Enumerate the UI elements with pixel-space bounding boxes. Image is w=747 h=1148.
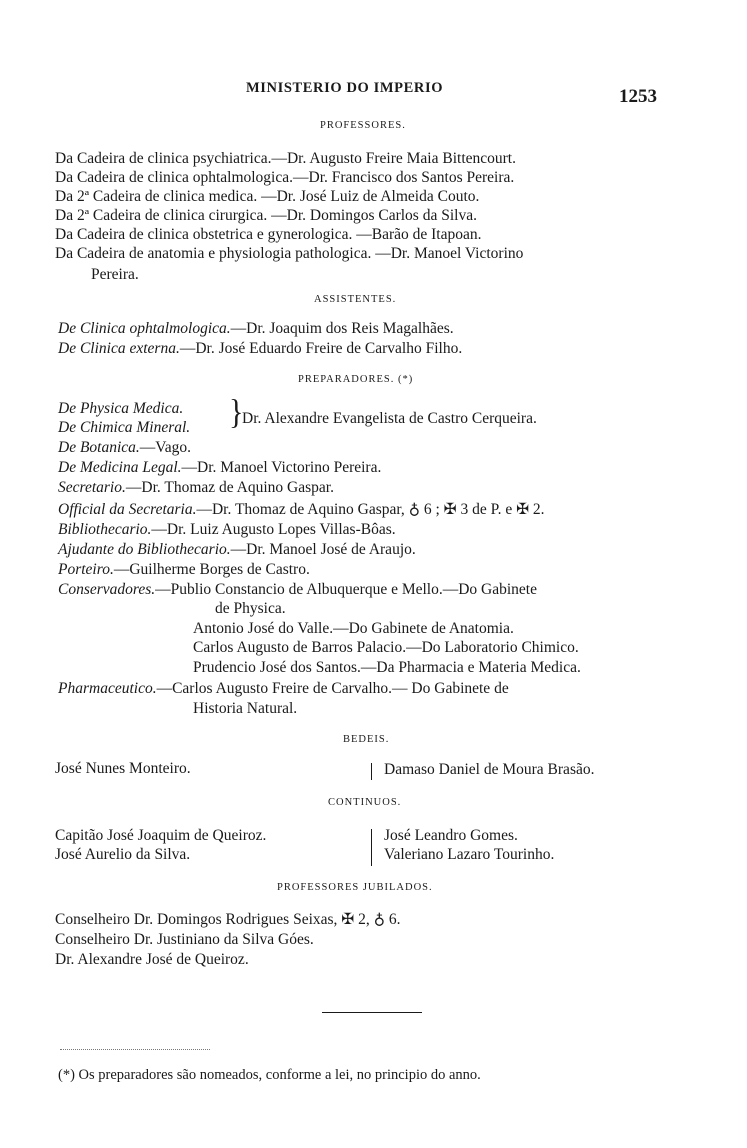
professor-line: Da Cadeira de clinica ophtalmologica.—Dr. Francisco dos Santos Pereira. — [55, 169, 515, 186]
preparador-name: —Vago. — [139, 439, 192, 456]
page-header-title: MINISTERIO DO IMPERIO — [246, 80, 444, 96]
continuo-left: José Aurelio da Silva. — [55, 846, 191, 863]
staff-line: Carlos Augusto de Barros Palacio.—Do Laboratorio Chimico. — [193, 639, 579, 656]
staff-name: —Dr. Manoel José de Araujo. — [230, 541, 416, 558]
preparador-label: De Botanica. — [58, 439, 140, 456]
preparador-label-chimica: De Chimica Mineral. — [58, 419, 191, 436]
section-rule — [322, 1012, 422, 1013]
preparador-label: De Medicina Legal. — [58, 459, 182, 476]
staff-name: —Dr. Luiz Augusto Lopes Villas-Bôas. — [151, 521, 396, 538]
staff-line-cont: de Physica. — [215, 600, 286, 617]
bedel-left: José Nunes Monteiro. — [55, 760, 191, 777]
preparador-line — [58, 459, 381, 477]
staff-label: Secretario. — [58, 479, 126, 496]
assistente-line — [58, 320, 454, 338]
brace-glyph: } — [229, 393, 244, 432]
staff-line — [58, 561, 310, 579]
assistente-line — [58, 340, 462, 358]
continuo-right: Valeriano Lazaro Tourinho. — [384, 846, 555, 863]
staff-line: Antonio José do Valle.—Do Gabinete de Anatomia. — [193, 620, 514, 637]
staff-label: Ajudante do Bibliothecario. — [58, 541, 231, 558]
staff-name: —Dr. Thomaz de Aquino Gaspar, ♁ 6 ; ✠ 3 de P. e ✠ 2. — [196, 501, 545, 518]
staff-label: Bibliothecario. — [58, 521, 152, 538]
assistente-name: —Dr. José Eduardo Freire de Carvalho Filho. — [179, 340, 463, 357]
staff-name: —Guilherme Borges de Castro. — [113, 561, 310, 578]
professor-line: Da Cadeira de clinica psychiatrica.—Dr. Augusto Freire Maia Bittencourt. — [55, 150, 516, 167]
preparador-label-physica: De Physica Medica. — [58, 400, 184, 417]
preparador-name: Dr. Alexandre Evangelista de Castro Cerqueira. — [242, 410, 537, 427]
continuo-right: José Leandro Gomes. — [384, 827, 518, 844]
jubilado-line: Conselheiro Dr. Domingos Rodrigues Seixas, ✠ 2, ♁ 6. — [55, 911, 401, 928]
staff-line — [58, 500, 545, 519]
professor-line: Da 2ª Cadeira de clinica medica. —Dr. José Luiz de Almeida Couto. — [55, 188, 480, 205]
column-divider — [371, 829, 372, 866]
assistente-name: —Dr. Joaquim dos Reis Magalhães. — [230, 320, 454, 337]
jubilado-line: Conselheiro Dr. Justiniano da Silva Góes. — [55, 931, 314, 948]
page-number: 1253 — [619, 86, 657, 107]
staff-line-cont: Historia Natural. — [193, 700, 298, 717]
jubilado-line: Dr. Alexandre José de Queiroz. — [55, 951, 249, 968]
bedel-right: Damaso Daniel de Moura Brasão. — [384, 761, 595, 778]
staff-line — [58, 541, 416, 559]
staff-label: Porteiro. — [58, 561, 114, 578]
section-title-jubilados: PROFESSORES JUBILADOS. — [277, 882, 433, 893]
preparador-name: —Dr. Manoel Victorino Pereira. — [181, 459, 382, 476]
staff-line — [58, 581, 537, 599]
staff-line — [58, 479, 334, 497]
scan-dots — [60, 1049, 210, 1050]
staff-name: —Publio Constancio de Albuquerque e Mello.—Do Gabinete — [155, 581, 537, 598]
section-title-professores: PROFESSORES. — [320, 120, 406, 131]
staff-name: —Carlos Augusto Freire de Carvalho.— Do Gabinete de — [156, 680, 509, 697]
professor-line: Da 2ª Cadeira de clinica cirurgica. —Dr. Domingos Carlos da Silva. — [55, 207, 477, 224]
section-title-bedeis: BEDEIS. — [343, 734, 390, 745]
section-title-assistentes: ASSISTENTES. — [314, 294, 397, 305]
staff-line: Prudencio José dos Santos.—Da Pharmacia e Materia Medica. — [193, 659, 581, 676]
staff-name: —Dr. Thomaz de Aquino Gaspar. — [125, 479, 334, 496]
footnote: (*) Os preparadores são nomeados, conforme a lei, no principio do anno. — [58, 1067, 481, 1083]
column-divider — [371, 763, 372, 780]
staff-line — [58, 521, 396, 539]
assistente-label: De Clinica externa. — [58, 340, 180, 357]
professor-line: Da Cadeira de clinica obstetrica e gynerologica. —Barão de Itapoan. — [55, 226, 482, 243]
section-title-preparadores: PREPARADORES. (*) — [298, 374, 414, 385]
professor-line: Da Cadeira de anatomia e physiologia pathologica. —Dr. Manoel Victorino — [55, 245, 524, 262]
staff-label: Pharmaceutico. — [58, 680, 157, 697]
staff-label: Conservadores. — [58, 581, 156, 598]
assistente-label: De Clinica ophtalmologica. — [58, 320, 231, 337]
continuo-left: Capitão José Joaquim de Queiroz. — [55, 827, 267, 844]
staff-label: Official da Secretaria. — [58, 501, 197, 518]
staff-line — [58, 680, 509, 698]
preparador-line — [58, 439, 191, 457]
section-title-continuos: CONTINUOS. — [328, 797, 402, 808]
professor-line: Pereira. — [91, 266, 139, 283]
